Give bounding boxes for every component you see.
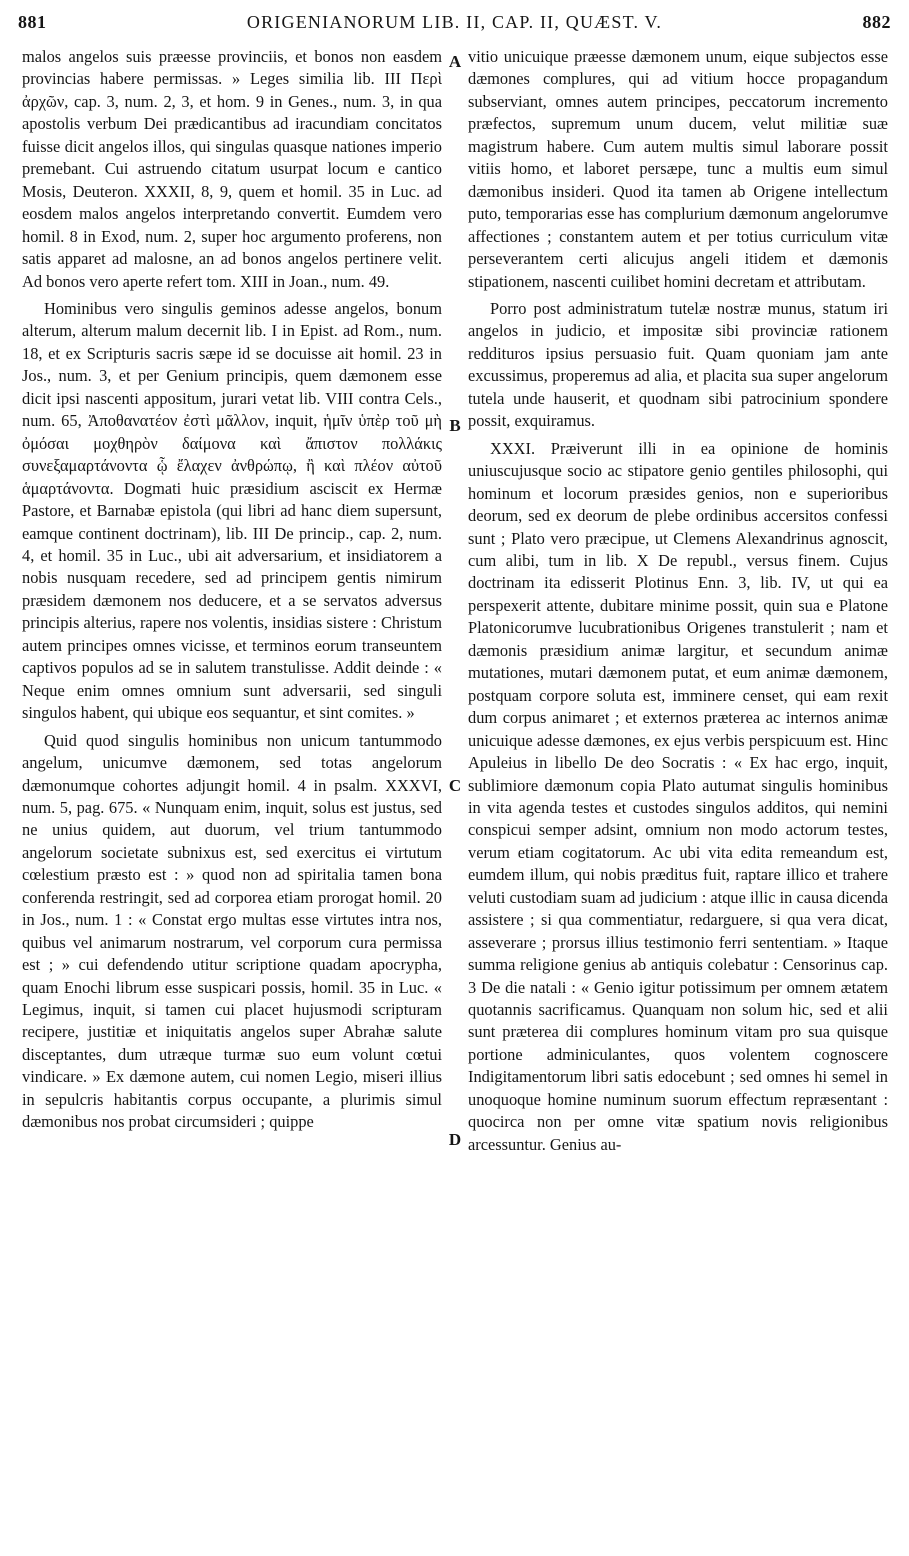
page-number-left: 881 — [18, 12, 47, 32]
margin-letter-b: B — [449, 416, 461, 435]
margin-letter-d: D — [448, 1130, 462, 1149]
right-column — [468, 46, 888, 1161]
right-paragraph-2: Porro post administratum tutelæ nostræ munus, statum iri angelos in judicio, et impositæ sibi provinciæ rationem reddituros ipsius persuasio fuit. Quam quoniam jam ante excussimus, properemus ad alia, et placita sua super angelorum tutela unde hauserit, et quodnam sibi patrocinium spondere possit, exquiramus. — [468, 298, 888, 431]
right-paragraph-3: XXXI. Præiverunt illi in ea opinione de hominis uniuscujusque socio ac stipatore genio gentiles philosophi, qui hominum et locorum præsides genios, non e superioribus deorum, sed ex deorum de plebe ordinibus accersitos confessi sunt ; Plato vero præcipue, ut Clemens Alexandrinus agnoscit, cum alibi, tum in lib. X De republ., versus finem. Cujus doctrinam ita edisserit Plotinus Enn. 3, lib. IV, ut qui ea perspexerit attente, dubitare minime possit, quin sua e Platone Platonicorumve lucubrationibus Origenes transtulerit ; nam et dæmonis præsidium animæ largitur, et secundum animæ mutationes, mutari dæmonem putat, et eum animæ dæmonem, postquam corpore soluta est, imminere censet, qui eam rexit dum corpus animaret ; et externos præterea ac internos animæ unicuique adesse dæmones, ex ejus verbis perspicuum est. Hinc Apuleius in libello De deo Socratis : « Ex hac ergo, inquit, sublimiore dæmonum copia Plato autumat singulis hominibus in vita agenda testes et custodes singulos additos, qui nemini conspicui semper adsint, omnium non modo actorum testes, verum etiam cogitatorum. Ac ubi vita edita remeandum est, eumdem illum, qui nobis præditus fuit, raptare illico et trahere veluti custodiam suam ad judicium : atque illic in causa dicenda assistere ; si qua commentiatur, redarguere, si qua vera dicat, asseverare ; prorsus illius testimonio ferri sententiam. » Itaque summa religione genius ab antiquis colebatur : Censorinus cap. 3 De die natali : « Genio igitur potissimum per omnem ætatem quotannis sacrificamus. Quanquam non solum hic, sed et alii sunt præterea dii complures hominum vitam pro sua quisque portione adminiculantes, quos volentem cognoscere Indigitamentorum libri satis edocebunt ; sed omnes hi semel in unoquoque homine numinum suorum effectum repræsentant : quocirca non per omne vitæ spatium novis religionibus arcessuntur. Genius au- — [468, 438, 888, 1154]
right-paragraph-1: vitio unicuique præesse dæmonem unum, eique subjectos esse dæmones complures, qui ad vitium hocce propagandum subserviant, omnes autem principes, peccatorum incremento præfectos, supremum unum ducem, velut militiæ suæ magistrum habere. Cum autem multis simul laborare possit vitiis homo, et laboret persæpe, tunc a multis eum simul dæmonibus insideri. Quod ita tamen ab Origene intellectum puto, temporarias esse has complurium dæmonum angelorumve affectiones ; constantem autem et per totius curriculum vitæ perseverantem certi alicujus angeli itidem et dæmonis stipationem, nascenti cuilibet homini decretam et attributam. — [468, 47, 888, 291]
left-paragraph-3: Quid quod singulis hominibus non unicum tantummodo angelum, unicumve dæmonem, sed totas angelorum dæmonumque cohortes adjungit homil. 4 in psalm. XXXVI, num. 5, pag. 675. « Nunquam enim, inquit, solus est justus, sed ne unius quidem, aut duorum, vel trium tantummodo angelorum societate subnixus est, sed exercitus ei virtutum cœlestium præsto est : » quod non ad spiritalia tamen bona conferenda restringit, sed ad corporea etiam prorogat homil. 20 in Jos., num. 1 : « Constat ergo multas esse virtutes intra nos, quibus vel animarum nostrarum, vel corporum cura permissa est ; » cui defendendo utitur scriptione quadam apocrypha, quam Enochi librum esse suspicari possis, homil. 35 in Luc. « Legimus, inquit, si tamen cui placet hujusmodi scripturam recipere, justitiæ et iniquitatis angelos super Abrahæ salute disceptantes, dum utræque turmæ suo eum volunt cœtui vindicare. » Ex dæmone autem, cui nomen Legio, miseri illius in sepulcris habitantis corpus occupante, a plurimis simul dæmonibus nos probat circumsideri ; quippe — [22, 730, 442, 1132]
left-column — [22, 46, 442, 1139]
left-paragraph-1: malos angelos suis præesse provinciis, et bonos non easdem provincias habere permissas. » Leges similia lib. III Περὶ ἀρχῶν, cap. 3, num. 2, 3, et hom. 9 in Genes., num. 3, in qua apostolis verbum Dei prædicantibus ad iracundiam concitatos fuisse dicit angelos illos, qui singulas quasque nationes imperio premebant. Cui astruendo citatum usurpat locum e cantico Mosis, Deuteron. XXXII, 8, 9, quem et homil. 35 in Luc. ad eosdem malos angelos interpretando convertit. Eumdem vero homil. 8 in Exod, num. 2, super hoc argumento proferens, non satis apparet ad malosne, an ad bonos angelos pertinere velit. Ad bonos vero aperte refert tom. XIII in Joan., num. 49. — [22, 47, 442, 291]
running-title: ORIGENIANORUM LIB. II, CAP. II, QUÆST. V. — [246, 12, 663, 32]
running-header — [18, 12, 891, 40]
margin-letter-c: C — [448, 776, 462, 795]
left-paragraph-2: Hominibus vero singulis geminos adesse angelos, bonum alterum, alterum malum decernit lib. I in Epist. ad Rom., num. 18, et ex Scripturis sacris sæpe id se docuisse ait homil. 23 in Jos., num. 3, et per Genium principis, quem dæmonem esse dicit ipsi nascenti appositum, jurari vetat lib. VIII contra Cels., num. 65, Ἀποθανατέον ἐστὶ μᾶλλον, inquit, ἡμῖν ὑπὲρ τοῦ μὴ ὀμόσαι μοχθηρὸν δαίμονα καὶ ἄπιστον πολλάκις συνεξαμαρτάνοντα ᾧ ἔλαχεν ἀνθρώπῳ, ἢ καὶ πλέον αὐτοῦ ἁμαρτάνοντα. Dogmati huic præsidium asciscit ex Hermæ Pastore, et Barnabæ epistola (qui libri ad hanc diem supersunt, eamque continent doctrinam), lib. III De princip., cap. 2, num. 4, et homil. 35 in Luc., ubi ait adversarium, et insidiatorem a nobis nusquam recedere, sed ad principem gentis nimirum præsidem dæmonem nos deducere, et a se servatos adversus principis alterius, rapere nos volentis, insidias sistere : Christum autem principes omnes vicisse, et terminos eorum transeuntem captivos populos ad se in salutem transtulisse. Addit deinde : « Neque enim omnes omnium sunt adversarii, sed singuli singulos habent, qui ubique eos sequantur, et sint comites. » — [22, 298, 442, 723]
margin-letter-a: A — [448, 52, 462, 71]
page-number-right: 882 — [862, 12, 891, 32]
